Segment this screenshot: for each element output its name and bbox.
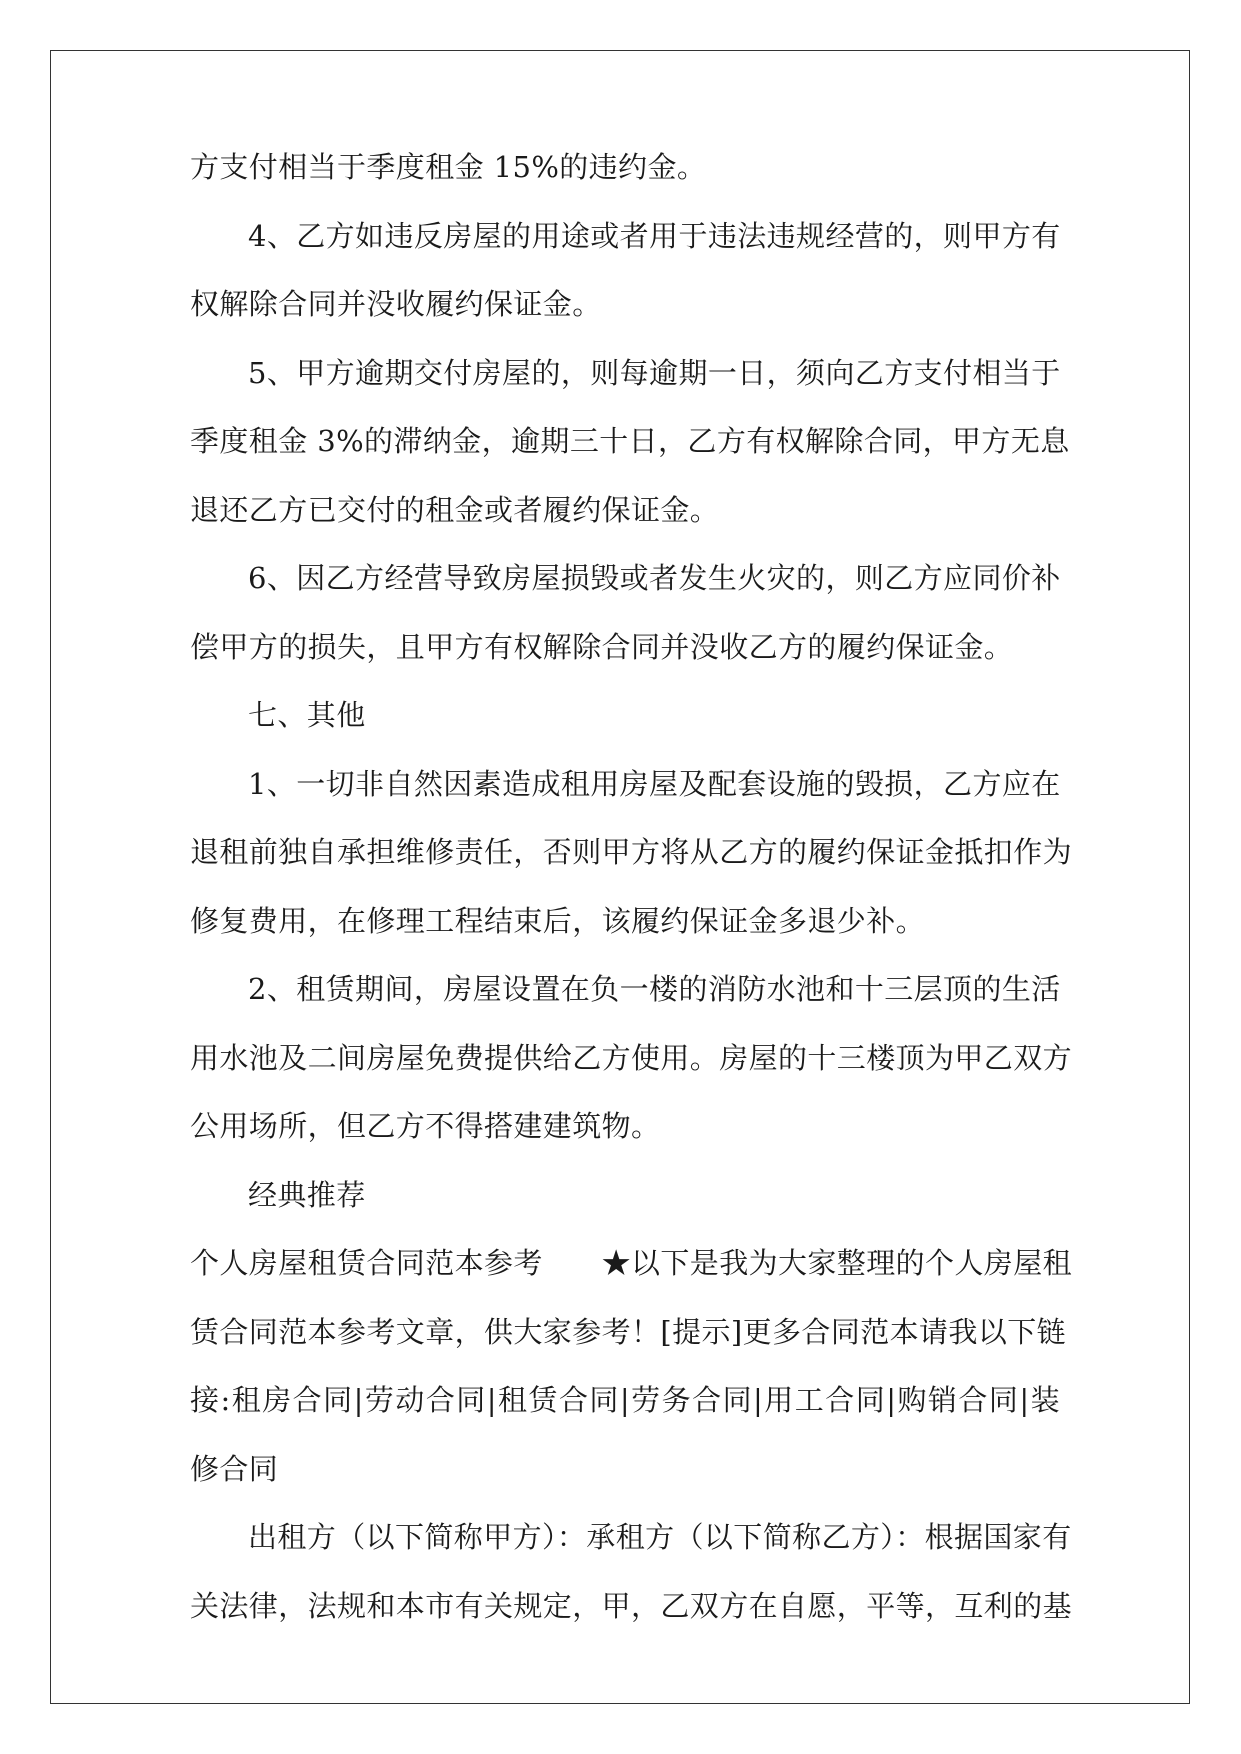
text-line: 权解除合同并没收履约保证金。	[190, 287, 602, 321]
text-line: 季度租金 3%的滞纳金，逾期三十日，乙方有权解除合同，甲方无息	[190, 424, 1070, 458]
text-line: 关法律，法规和本市有关规定，甲，乙双方在自愿，平等，互利的基	[190, 1588, 1073, 1623]
text-line: 接:租房合同|劳动合同|租赁合同|劳务合同|用工合同|购销合同|装	[190, 1383, 1060, 1417]
text-line: 偿甲方的损失，且甲方有权解除合同并没收乙方的履约保证金。	[190, 629, 1014, 664]
text-line: 1、一切非自然因素造成租用房屋及配套设施的毁损，乙方应在	[248, 766, 1061, 801]
text-line: 2、租赁期间，房屋设置在负一楼的消防水池和十三层顶的生活	[248, 972, 1061, 1006]
text-line: 退还乙方已交付的租金或者履约保证金。	[190, 492, 720, 527]
text-line: 4、乙方如违反房屋的用途或者用于违法违规经营的，则甲方有	[248, 218, 1061, 253]
text-line: 公用场所，但乙方不得搭建建筑物。	[190, 1109, 661, 1143]
text-line: 6、因乙方经营导致房屋损毁或者发生火灾的，则乙方应同价补	[248, 561, 1061, 595]
text-line: 赁合同范本参考文章，供大家参考！[提示]更多合同范本请我以下链	[190, 1314, 1067, 1349]
text-line: 个人房屋租赁合同范本参考 ★以下是我为大家整理的个人房屋租	[190, 1246, 1073, 1280]
text-line: 经典推荐	[248, 1177, 366, 1212]
text-line: 方支付相当于季度租金 15%的违约金。	[190, 150, 707, 184]
text-line: 用水池及二间房屋免费提供给乙方使用。房屋的十三楼顶为甲乙双方	[190, 1040, 1073, 1075]
text-line: 修合同	[190, 1451, 279, 1486]
text-line: 出租方（以下简称甲方）：承租方（以下简称乙方）：根据国家有	[248, 1520, 1072, 1554]
text-line: 5、甲方逾期交付房屋的，则每逾期一日，须向乙方支付相当于	[248, 355, 1061, 390]
text-line: 修复费用，在修理工程结束后，该履约保证金多退少补。	[190, 903, 926, 938]
document-body	[190, 150, 1073, 1659]
text-line: 退租前独自承担维修责任，否则甲方将从乙方的履约保证金抵扣作为	[190, 835, 1073, 869]
text-line: 七、其他	[248, 698, 366, 732]
